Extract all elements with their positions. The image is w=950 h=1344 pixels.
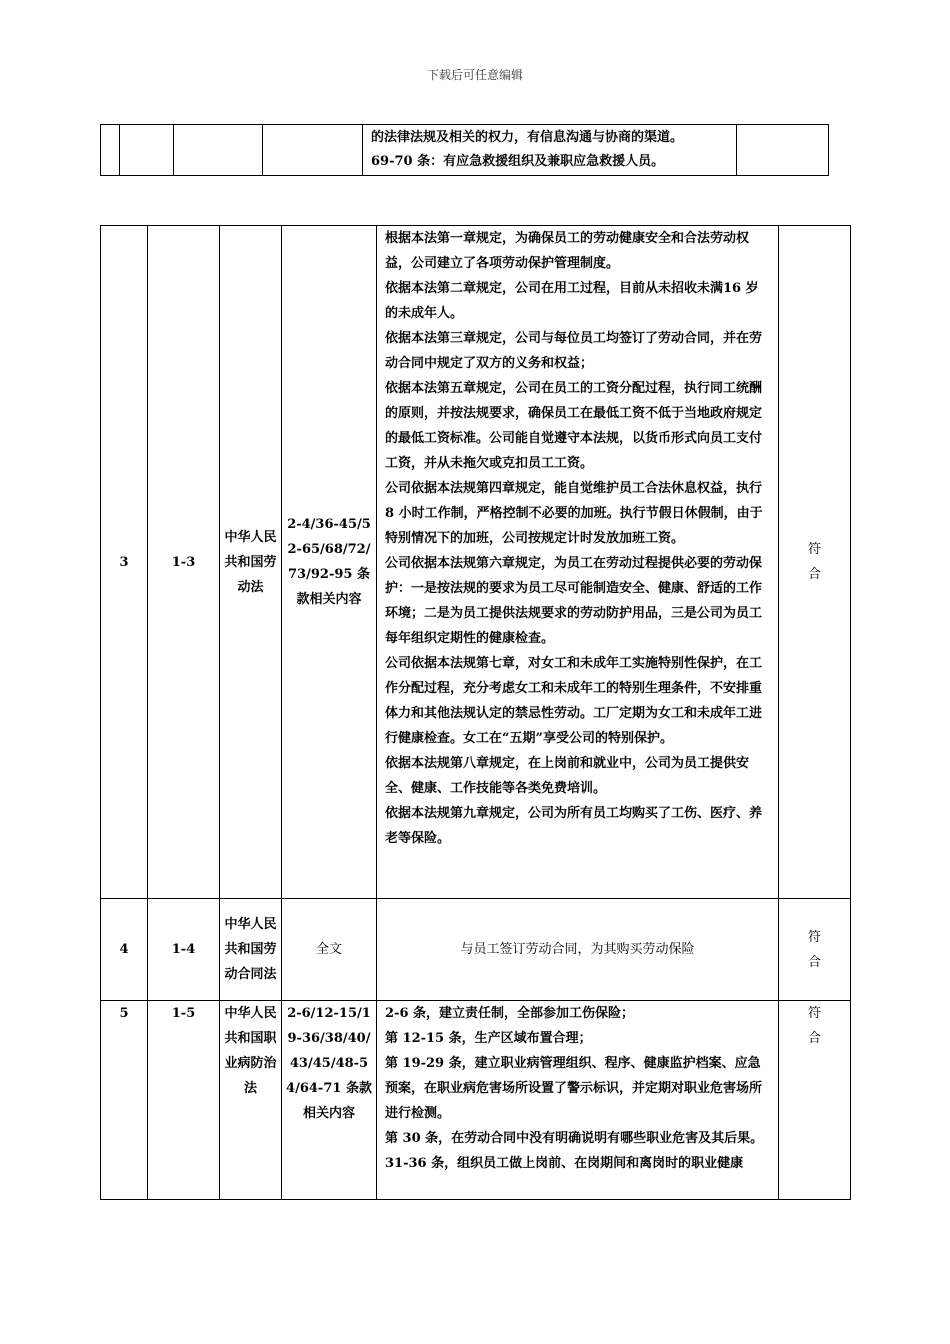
continuation-table — [100, 124, 829, 176]
content-paragraph: 依据本法规第九章规定，公司为所有员工均购买了工伤、医疗、养老等保险。 — [385, 806, 763, 846]
content-cell — [363, 125, 737, 176]
empty-cell — [174, 125, 263, 176]
content-paragraph: 根据本法第一章规定，为确保员工的劳动健康安全和合法劳动权益，公司建立了各项劳动保护管理制度。 — [385, 231, 750, 271]
table-row — [101, 1001, 851, 1200]
empty-cell — [737, 125, 829, 176]
content-paragraph: 公司依据本法规第六章规定，为员工在劳动过程提供必要的劳动保护：一是按法规的要求为员工尽可能制造安全、健康、舒适的工作环境；二是为员工提供法规要求的劳动防护用品，三是公司为员工每年组织定期性的健康检查。 — [385, 556, 763, 646]
content-paragraph: 第 19-29 条，建立职业病管理组织、程序、健康监护档案、应急预案，在职业病危害场所设置了警示标识，并定期对职业危害场所进行检测。 — [385, 1056, 763, 1121]
empty-cell — [263, 125, 363, 176]
content-paragraph: 依据本法第五章规定，公司在员工的工资分配过程，执行同工统酬的原则，并按法规要求，确保员工在最低工资不低于当地政府规定的最低工资标准。公司能自觉遵守本法规，以货币形式向员工支付工资，并从未拖欠或克扣员工工资。 — [385, 381, 763, 471]
regulation-table — [100, 225, 851, 1200]
content-paragraph: 公司依据本法规第四章规定，能自觉维护员工合法休息权益，执行 8 小时工作制，严格控制不必要的加班。执行节假日休假制，由于特别情况下的加班，公司按规定计时发放加班工资。 — [385, 481, 763, 546]
content-paragraph: 依据本法规第八章规定，在上岗前和就业中，公司为员工提供安全、健康、工作技能等各类免费培训。 — [385, 756, 750, 796]
law-clauses: 2-4/36-45/52-65/68/72/73/92-95 条款相关内容 — [282, 226, 377, 899]
row-code: 1-5 — [148, 1001, 220, 1200]
law-name: 中华人民共和国劳动合同法 — [220, 899, 282, 1001]
content-line: 的法律法规及相关的权力，有信息沟通与协商的渠道。 — [371, 130, 684, 145]
law-name: 中华人民共和国劳动法 — [220, 226, 282, 899]
content-cell — [377, 1001, 779, 1200]
row-number: 5 — [101, 1001, 148, 1200]
table-row — [101, 125, 829, 176]
content-paragraph: 依据本法第二章规定，公司在用工过程，目前从未招收未满16 岁的未成年人。 — [385, 281, 759, 321]
content-paragraph: 公司依据本法规第七章，对女工和未成年工实施特别性保护，在工作分配过程，充分考虑女工和未成年工的特别生理条件，不安排重体力和其他法规认定的禁忌性劳动。工厂定期为女工和未成年工进行健康检查。女工在“五期”享受公司的特别保护。 — [385, 656, 763, 746]
result-cell: 符合 — [779, 1001, 851, 1200]
content-paragraph: 31-36 条，组织员工做上岗前、在岗期间和离岗时的职业健康 — [385, 1156, 744, 1171]
empty-cell — [120, 125, 174, 176]
content-paragraph: 第 12-15 条，生产区域布置合理； — [385, 1031, 592, 1046]
content-paragraph: 2-6 条，建立责任制，全部参加工伤保险； — [385, 1006, 635, 1021]
table-row — [101, 226, 851, 899]
row-number: 4 — [101, 899, 148, 1001]
empty-cell — [101, 125, 120, 176]
content-line: 69-70 条：有应急救援组织及兼职应急救援人员。 — [371, 154, 665, 169]
row-code: 1-4 — [148, 899, 220, 1001]
content-cell — [377, 226, 779, 899]
page-header: 下载后可任意编辑 — [426, 68, 523, 82]
result-cell: 符合 — [779, 226, 851, 899]
content-cell: 与员工签订劳动合同，为其购买劳动保险 — [377, 899, 779, 1001]
result-cell: 符合 — [779, 899, 851, 1001]
law-name: 中华人民共和国职业病防治法 — [220, 1001, 282, 1200]
law-clauses: 2-6/12-15/19-36/38/40/43/45/48-54/64-71 条款相关内容 — [282, 1001, 377, 1200]
content-paragraph: 依据本法第三章规定，公司与每位员工均签订了劳动合同，并在劳动合同中规定了双方的义务和权益； — [385, 331, 763, 371]
law-clauses: 全文 — [282, 899, 377, 1001]
table-row — [101, 899, 851, 1001]
row-code: 1-3 — [148, 226, 220, 899]
row-number: 3 — [101, 226, 148, 899]
content-paragraph: 第 30 条，在劳动合同中没有明确说明有哪些职业危害及其后果。 — [385, 1131, 764, 1146]
